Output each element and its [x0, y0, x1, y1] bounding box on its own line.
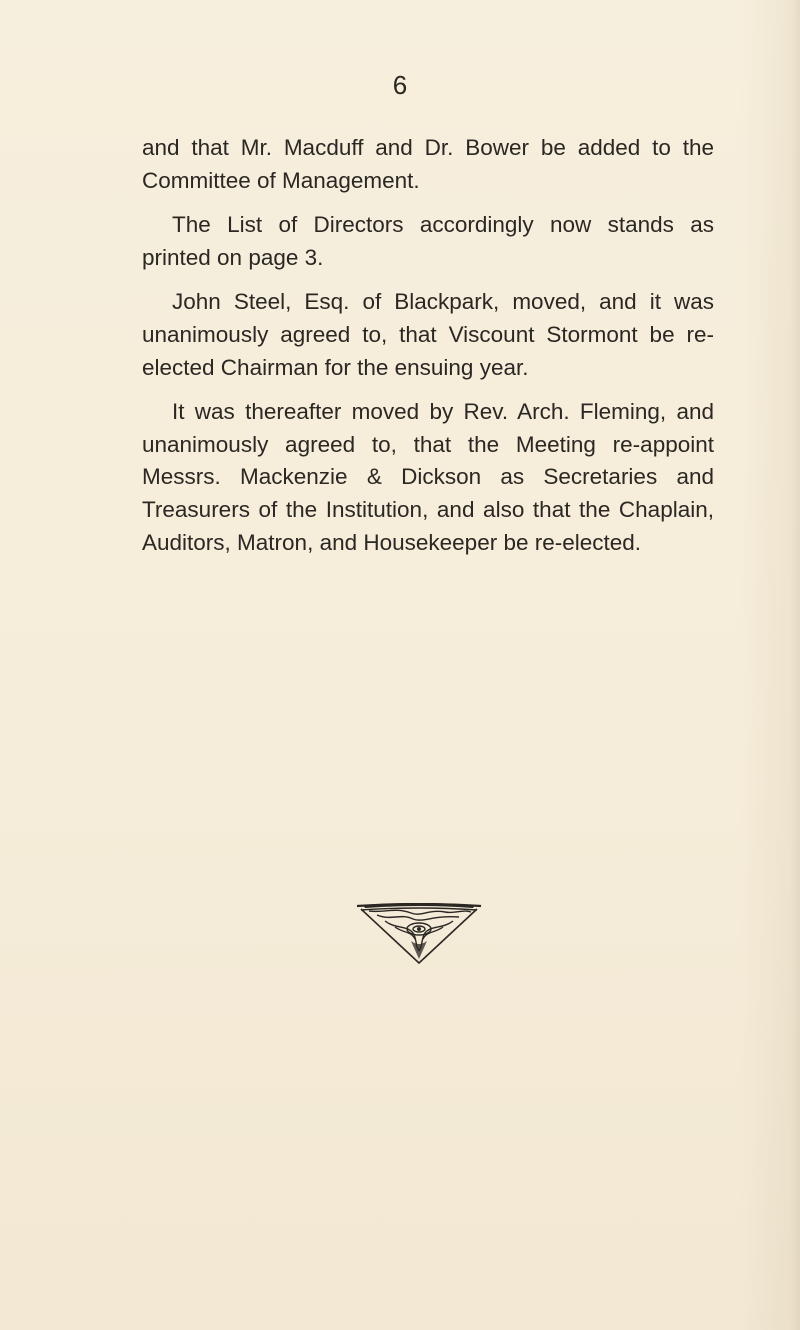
paragraph-secretaries-appointment: It was thereafter moved by Rev. Arch. Fleming, and unanimously agreed to, that the Meeting re-appoint Messrs. Mackenzie & Dickson as Secretaries and Treasurers of the Institution, and also that the Chaplain, Auditors, Matron, and Housekeeper be re-elected. [142, 399, 714, 555]
page-number: 6 [392, 70, 408, 100]
paragraph-chairman-election: John Steel, Esq. of Blackpark, moved, and it was unanimously agreed to, that Viscount Stormont be re-elected Chairman for the ensuing year. [142, 289, 714, 380]
tailpiece-ornament-icon [355, 903, 483, 965]
paragraph-list-of-directors: The List of Directors accordingly now stands as printed on page 3. [142, 212, 714, 270]
paragraph-continuation: and that Mr. Macduff and Dr. Bower be added to the Committee of Management. [142, 135, 714, 193]
body-text [142, 132, 714, 571]
